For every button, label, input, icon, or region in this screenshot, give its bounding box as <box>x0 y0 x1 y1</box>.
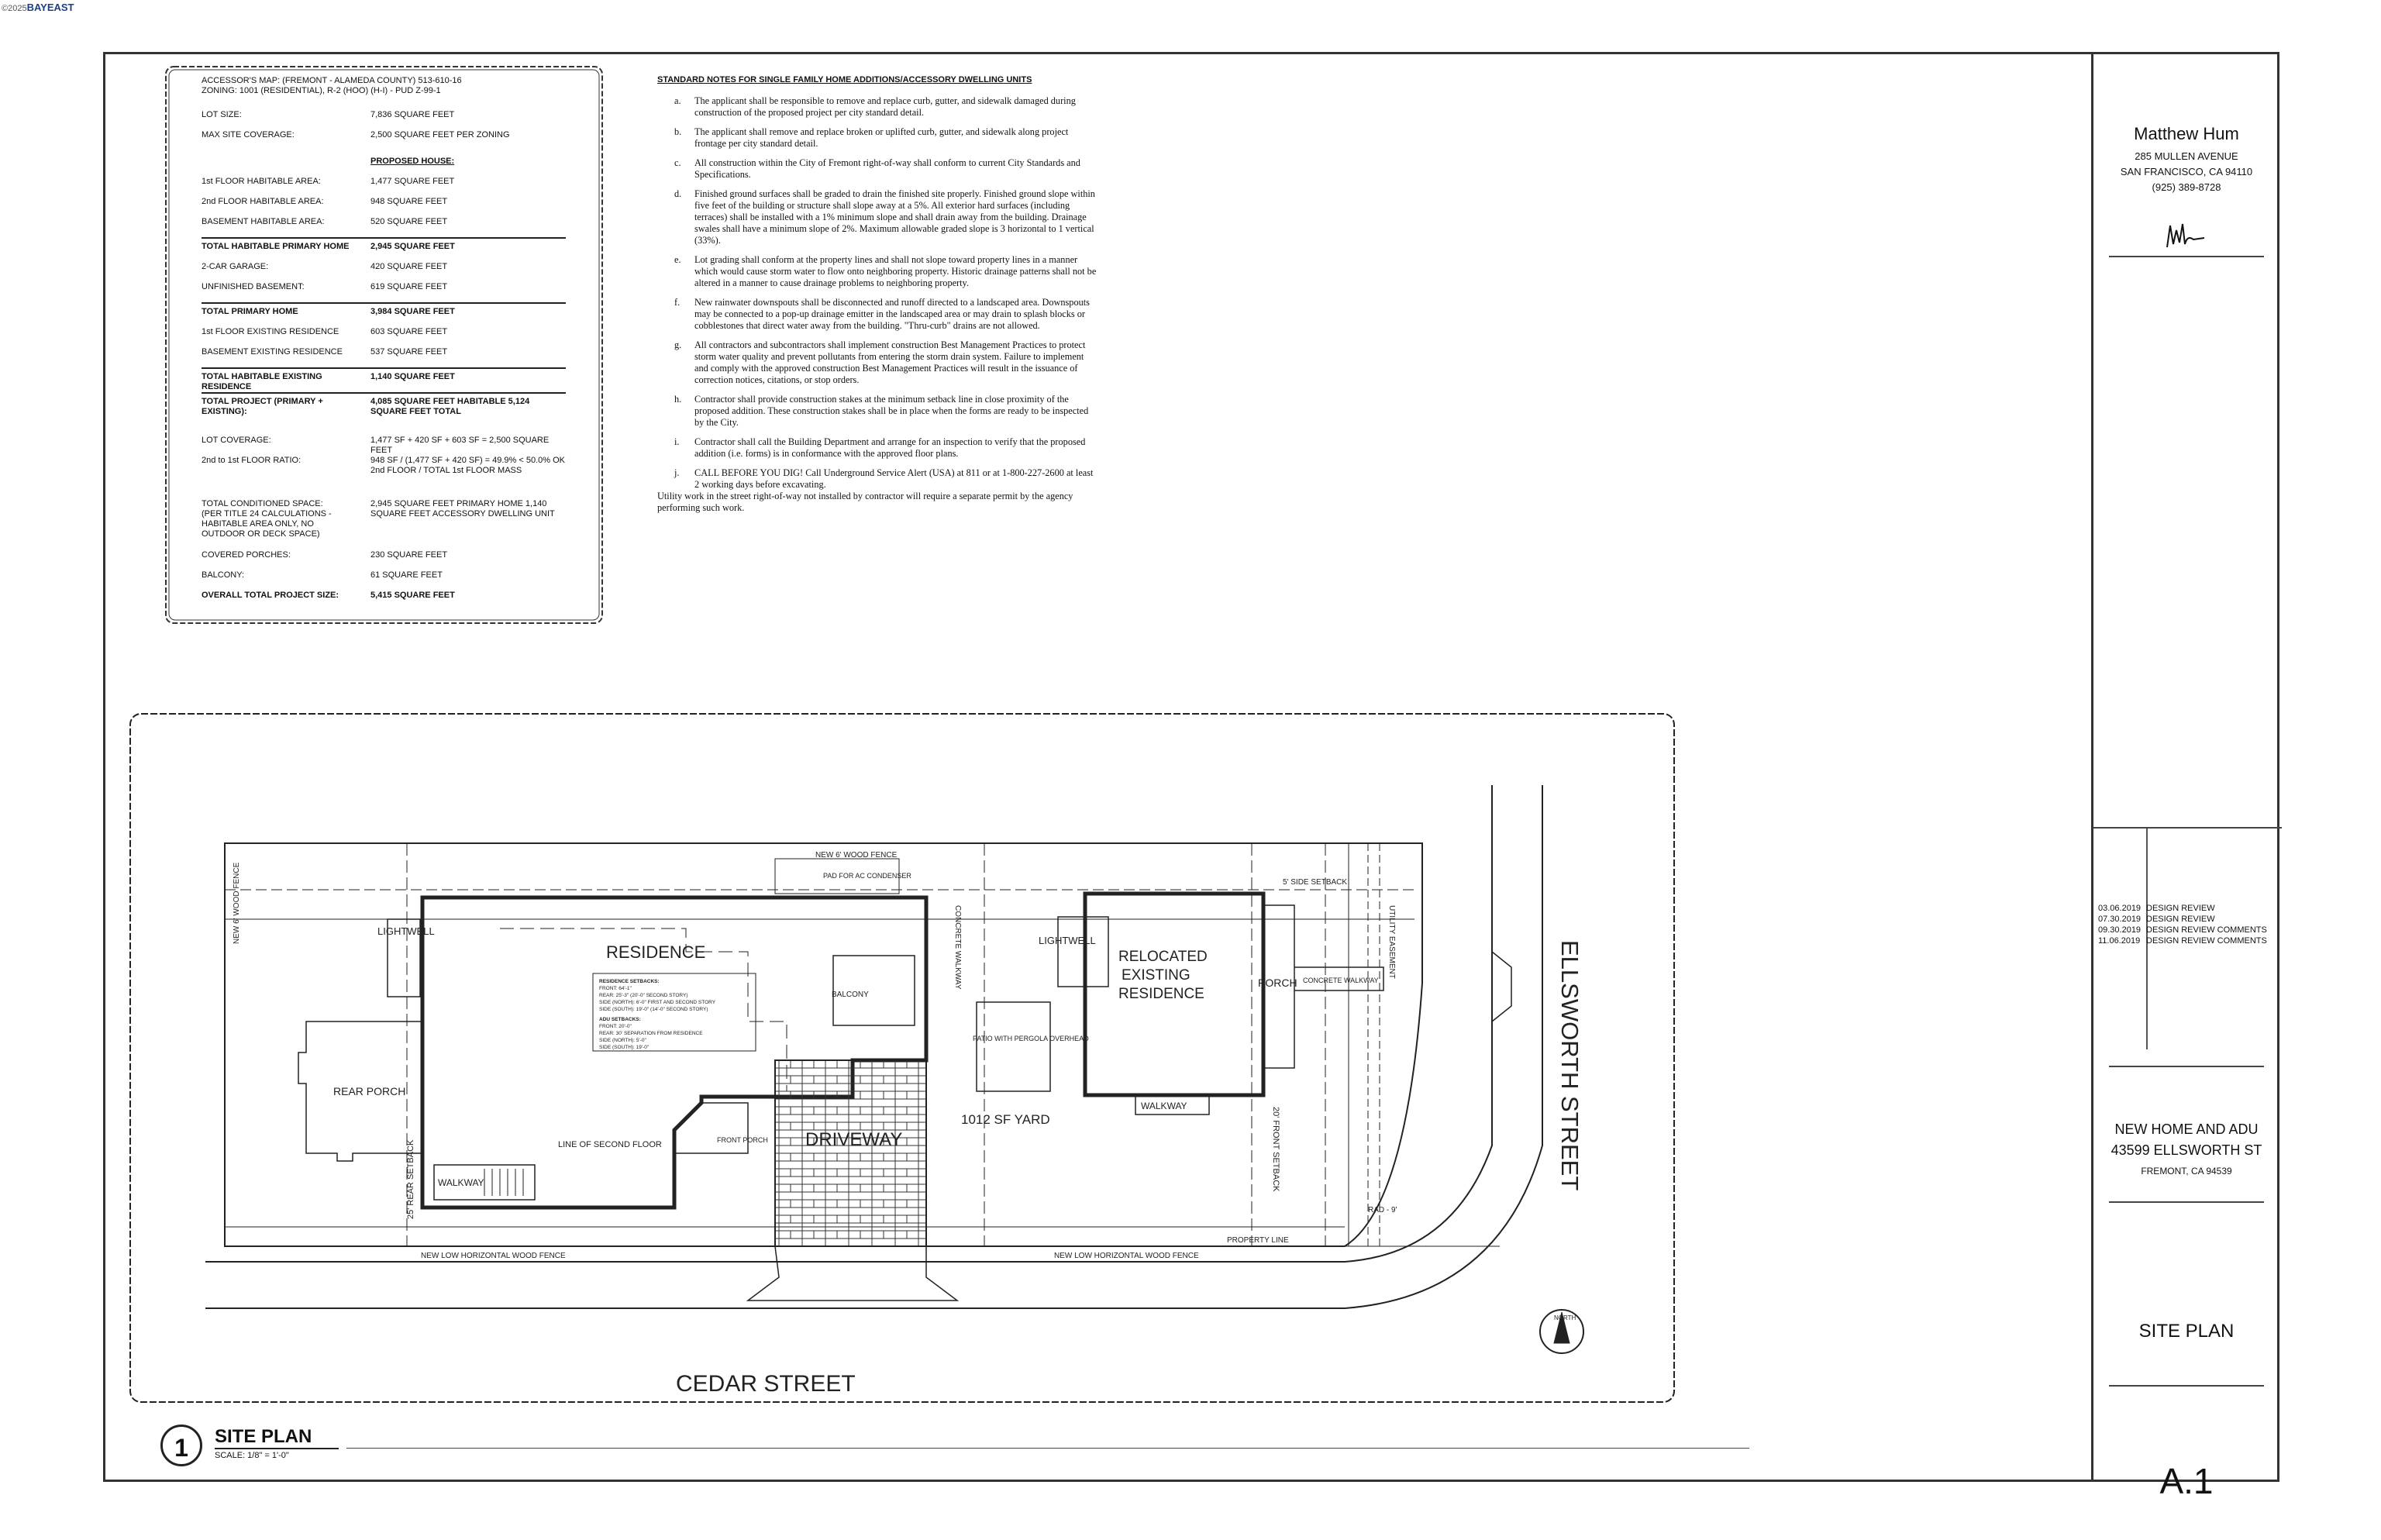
revision-date: 09.30.2019 <box>2098 925 2142 935</box>
porch-label: PORCH <box>1258 977 1297 989</box>
revision-date: 07.30.2019 <box>2098 915 2142 924</box>
divider <box>2109 1201 2264 1203</box>
row-value: 2,945 SQUARE FEET PRIMARY HOME 1,140 SQUARE FEET ACCESSORY DWELLING UNIT <box>370 499 555 519</box>
row-label: COVERED PORCHES: <box>202 550 291 560</box>
revision-date: 03.06.2019 <box>2098 904 2142 913</box>
balcony-label: BALCONY <box>832 990 869 999</box>
divider <box>2109 256 2264 257</box>
project-address: 43599 ELLSWORTH ST <box>2111 1142 2262 1158</box>
row-value: 3,984 SQUARE FEET <box>370 307 455 316</box>
front-setback-label: 20' FRONT SETBACK <box>1271 1107 1280 1192</box>
row-value: 5,415 SQUARE FEET <box>370 591 455 600</box>
caption-title: SITE PLAN <box>215 1426 312 1447</box>
area-table-content <box>202 76 566 611</box>
revision-list <box>2098 903 2267 946</box>
low-fence-label: NEW LOW HORIZONTAL WOOD FENCE <box>421 1252 566 1260</box>
row-label: TOTAL CONDITIONED SPACE: (PER TITLE 24 CALCULATIONS - HABITABLE AREA ONLY, NO OUTDOOR OR DECK SPACE) <box>202 499 332 539</box>
row-value: 61 SQUARE FEET <box>370 570 443 580</box>
sheet-title: SITE PLAN <box>2138 1321 2235 1342</box>
revision-row <box>2098 925 2267 935</box>
setback-line-text: FRONT: 64'-1" <box>599 986 632 991</box>
row-label: LOT COVERAGE: <box>202 436 271 445</box>
row-value: 948 SQUARE FEET <box>370 197 448 206</box>
note-item <box>657 436 1099 460</box>
notes-footer: Utility work in the street right-of-way not installed by contractor will require a separate permit by the agency performing such work. <box>657 491 1073 513</box>
revision-desc: DESIGN REVIEW <box>2146 904 2215 913</box>
note-text: All construction within the City of Fremont right-of-way shall conform to current City Standards and Specifications. <box>694 157 1080 180</box>
row-value: 230 SQUARE FEET <box>370 550 448 560</box>
row-value: 1,477 SQUARE FEET <box>370 177 455 186</box>
divider <box>2109 1385 2264 1387</box>
row-label: OVERALL TOTAL PROJECT SIZE: <box>202 591 339 600</box>
note-item <box>657 467 1099 491</box>
relocated-label: EXISTING <box>1122 967 1190 984</box>
easement-line <box>1368 843 1380 1246</box>
caption-underline <box>215 1448 339 1449</box>
side-setback-label: 5' SIDE SETBACK <box>1283 878 1348 887</box>
ellsworth-street-label: ELLSWORTH STREET <box>1556 940 1583 1191</box>
curb-cut <box>1492 952 1511 1021</box>
ac-pad-label: PAD FOR AC CONDENSER <box>823 872 911 880</box>
note-letter: e. <box>674 254 681 265</box>
title-block <box>2091 52 2279 1501</box>
adu-line-text: REAR: 30' SEPARATION FROM RESIDENCE <box>599 1031 703 1036</box>
row-value: 537 SQUARE FEET <box>370 347 448 357</box>
adu-line-text: SIDE (NORTH): 5'-0" <box>599 1038 646 1043</box>
utility-easement-label: UTILITY EASEMENT <box>1387 905 1396 979</box>
residence-label: RESIDENCE <box>606 942 706 962</box>
revision-row <box>2098 903 2267 914</box>
address-line-2: SAN FRANCISCO, CA 94110 <box>2120 166 2253 177</box>
divider <box>2109 1066 2264 1067</box>
low-fence-label: NEW LOW HORIZONTAL WOOD FENCE <box>1054 1252 1199 1260</box>
setback-line-text: REAR: 25'-3" (20'-0" SECOND STORY) <box>599 993 688 998</box>
walkway-label: WALKWAY <box>438 1177 484 1188</box>
note-text: Contractor shall call the Building Department and arrange for an inspection to verify that the proposed addition (i.e. forms) is in conformance with the approved floor plans. <box>694 436 1086 459</box>
row-value: 1,140 SQUARE FEET <box>370 372 455 381</box>
row-label: BASEMENT HABITABLE AREA: <box>202 217 325 226</box>
row-label: 1st FLOOR EXISTING RESIDENCE <box>202 327 339 336</box>
row-value: 2,945 SQUARE FEET <box>370 242 455 251</box>
walkway-label: WALKWAY <box>1141 1101 1187 1111</box>
watermark-brand: BAYEAST <box>26 2 74 13</box>
site-plan-drawing <box>128 711 1676 1412</box>
note-text: The applicant shall be responsible to remove and replace curb, gutter, and sidewalk damaged during construction of the proposed project per city standard detail. <box>694 95 1076 118</box>
note-text: All contractors and subcontractors shall implement construction Best Management Practices to protect storm water quality and prevent pollutants from entering the storm drain system. Failure to implement and comply with the approved construction Best Management Practices will result in the issuance of correction notices, citations, or stop orders. <box>694 339 1086 385</box>
note-item <box>657 157 1099 181</box>
relocated-label: RESIDENCE <box>1118 986 1204 1002</box>
setbacks-title: RESIDENCE SETBACKS: <box>599 979 660 984</box>
note-item <box>657 254 1099 289</box>
adu-title: ADU SETBACKS: <box>599 1017 641 1022</box>
front-porch-outline <box>674 1103 748 1153</box>
row-label: 1st FLOOR HABITABLE AREA: <box>202 177 321 186</box>
note-item <box>657 188 1099 246</box>
row-label: BASEMENT EXISTING RESIDENCE <box>202 347 343 357</box>
row-label: 2-CAR GARAGE: <box>202 262 269 271</box>
note-text: CALL BEFORE YOU DIG! Call Underground Service Alert (USA) at 811 or at 1-800-227-2600 at least 2 working days before excavating. <box>694 467 1094 490</box>
row-label: TOTAL PROJECT (PRIMARY + EXISTING): <box>202 397 323 416</box>
property-line-label: PROPERTY LINE <box>1227 1236 1289 1245</box>
row-value: 2,500 SQUARE FEET PER ZONING <box>370 130 510 140</box>
row-value: 4,085 SQUARE FEET HABITABLE 5,124 SQUARE FEET TOTAL <box>370 397 530 416</box>
project-info <box>2093 1119 2279 1182</box>
note-letter: j. <box>674 467 680 478</box>
driveway-apron <box>748 1246 957 1301</box>
setback-line-text: SIDE (NORTH): 6'-0" FIRST AND SECOND STORY <box>599 1000 716 1005</box>
revision-row <box>2098 914 2267 925</box>
bayeast-watermark <box>2 2 74 13</box>
row-label: MAX SITE COVERAGE: <box>202 130 295 140</box>
notes-title: STANDARD NOTES FOR SINGLE FAMILY HOME ADDITIONS/ACCESSORY DWELLING UNITS <box>657 75 1032 84</box>
sheet-number: A.1 <box>2159 1461 2214 1501</box>
note-item <box>657 126 1099 150</box>
signature <box>2159 216 2221 255</box>
row-value: 1,477 SF + 420 SF + 603 SF = 2,500 SQUARE FEET <box>370 436 550 455</box>
concrete-walkway-label: CONCRETE WALKWAY <box>953 905 962 990</box>
note-letter: d. <box>674 188 682 199</box>
row-label: TOTAL HABITABLE PRIMARY HOME <box>202 242 350 251</box>
concrete-walkway-label: CONCRETE WALKWAY <box>1303 977 1379 984</box>
row-value: 603 SQUARE FEET <box>370 327 448 336</box>
patio-outline <box>977 1002 1050 1091</box>
note-letter: c. <box>674 157 681 168</box>
revision-date: 11.06.2019 <box>2098 936 2141 946</box>
front-porch-label: FRONT PORCH <box>717 1136 768 1144</box>
rear-setback-label: 25' REAR SETBACK <box>406 1139 415 1219</box>
row-label: 2nd FLOOR HABITABLE AREA: <box>202 197 324 206</box>
designer-address <box>2093 149 2279 195</box>
proposed-house-heading: PROPOSED HOUSE: <box>370 157 455 166</box>
north-label: NORTH <box>1554 1314 1576 1321</box>
note-letter: i. <box>674 436 680 447</box>
fence-label: NEW 6' WOOD FENCE <box>815 851 898 860</box>
revision-desc: DESIGN REVIEW COMMENTS <box>2146 925 2267 935</box>
radius-label: RAD - 9' <box>1368 1206 1397 1214</box>
row-label: LOT SIZE: <box>202 110 242 119</box>
driveway-label: DRIVEWAY <box>805 1129 903 1150</box>
assessor-map: ACCESSOR'S MAP: (FREMONT - ALAMEDA COUNTY) 513-610-16 <box>202 76 462 85</box>
revision-desc: DESIGN REVIEW <box>2146 915 2215 924</box>
caption-scale: SCALE: 1/8" = 1'-0" <box>215 1451 289 1460</box>
note-letter: g. <box>674 339 682 350</box>
revision-desc: DESIGN REVIEW COMMENTS <box>2146 936 2267 946</box>
project-name: NEW HOME AND ADU <box>2114 1121 2259 1137</box>
row-value: 948 SF / (1,477 SF + 420 SF) = 49.9% < 50.0% OK 2nd FLOOR / TOTAL 1st FLOOR MASS <box>370 456 566 475</box>
watermark-copyright: ©2025 <box>2 4 27 13</box>
area-summary-table <box>161 62 607 628</box>
row-label: 2nd to 1st FLOOR RATIO: <box>202 456 302 465</box>
note-text: Finished ground surfaces shall be graded to drain the finished site properly. Finished ground slope within five feet of the building or structure shall slope away at a 5%. All exterior hard surfaces (including terraces) shall be installed with a 1% minimum slope and shall drain away from the building. Drainage swales shall have a minimum slope of 2%. Maximum allowable graded slope is 3 horizontal to 1 vertical (33%). <box>694 188 1095 246</box>
note-letter: b. <box>674 126 682 137</box>
lightwell-label: LIGHTWELL <box>377 925 435 937</box>
scalloped-boundary <box>130 714 1674 1402</box>
row-value: 420 SQUARE FEET <box>370 262 448 271</box>
note-item <box>657 394 1099 429</box>
rear-porch-label: REAR PORCH <box>333 1085 406 1097</box>
adu-line-text: SIDE (SOUTH): 19'-0" <box>599 1045 650 1050</box>
area-table-header <box>202 76 566 96</box>
adu-line-text: FRONT: 20'-0" <box>599 1024 632 1029</box>
note-item <box>657 297 1099 332</box>
note-text: The applicant shall remove and replace broken or uplifted curb, gutter, and sidewalk along project frontage per city standard detail. <box>694 126 1069 149</box>
note-item <box>657 339 1099 386</box>
zoning: ZONING: 1001 (RESIDENTIAL), R-2 (HOO) (H-I) - PUD Z-99-1 <box>202 86 441 95</box>
note-text: Lot grading shall conform at the property lines and shall not slope toward property lines in a manner which would cause storm water to flow onto neighboring property. Historic drainage patterns shall not be altered in a manner to cause drainage problems to neighboring property. <box>694 254 1097 288</box>
revision-row <box>2098 935 2267 946</box>
designer-name: Matthew Hum <box>2134 124 2239 143</box>
row-label: TOTAL PRIMARY HOME <box>202 307 298 316</box>
fence-label: NEW 6' WOOD FENCE <box>233 862 241 944</box>
note-item <box>657 95 1099 119</box>
standard-notes <box>657 74 1099 514</box>
yard-label: 1012 SF YARD <box>961 1112 1050 1127</box>
note-text: Contractor shall provide construction stakes at the minimum setback line in close proximity of the proposed addition. These construction stakes shall be in place when the forms are ready to be inspected by the City. <box>694 394 1089 428</box>
lightwell-label: LIGHTWELL <box>1039 935 1096 946</box>
row-label: UNFINISHED BASEMENT: <box>202 282 305 291</box>
phone: (925) 389-8728 <box>2152 181 2221 193</box>
second-floor-label: LINE OF SECOND FLOOR <box>558 1140 662 1149</box>
note-letter: f. <box>674 297 681 308</box>
setback-line-text: SIDE (SOUTH): 19'-0" (14'-0" SECOND STORY) <box>599 1007 708 1012</box>
divider <box>2093 827 2282 829</box>
patio-label: PATIO WITH PERGOLA OVERHEAD <box>973 1035 1089 1042</box>
cedar-street-label: CEDAR STREET <box>676 1371 856 1397</box>
note-letter: h. <box>674 394 682 405</box>
relocated-label: RELOCATED <box>1118 949 1208 965</box>
driveway-paving <box>775 1060 926 1246</box>
detail-number: 1 <box>160 1425 202 1466</box>
stair-treads <box>484 1169 523 1196</box>
project-city: FREMONT, CA 94539 <box>2141 1166 2232 1177</box>
residence-setbacks-note <box>599 979 716 1050</box>
drawing-caption <box>160 1425 858 1471</box>
caption-rule <box>346 1448 1749 1449</box>
address-line-1: 285 MULLEN AVENUE <box>2135 150 2238 162</box>
row-value: 520 SQUARE FEET <box>370 217 448 226</box>
row-label: TOTAL HABITABLE EXISTING RESIDENCE <box>202 372 322 391</box>
row-label: BALCONY: <box>202 570 245 580</box>
row-value: 619 SQUARE FEET <box>370 282 448 291</box>
note-text: New rainwater downspouts shall be disconnected and runoff directed to a landscaped area. Downspouts may be connected to a pop-up drainage emitter in the landscaped area or may drain to splash blocks or cobblestones that direct water away from the building. "Thru-curb" drains are not allowed. <box>694 297 1090 331</box>
row-value: 7,836 SQUARE FEET <box>370 110 455 119</box>
note-letter: a. <box>674 95 681 106</box>
